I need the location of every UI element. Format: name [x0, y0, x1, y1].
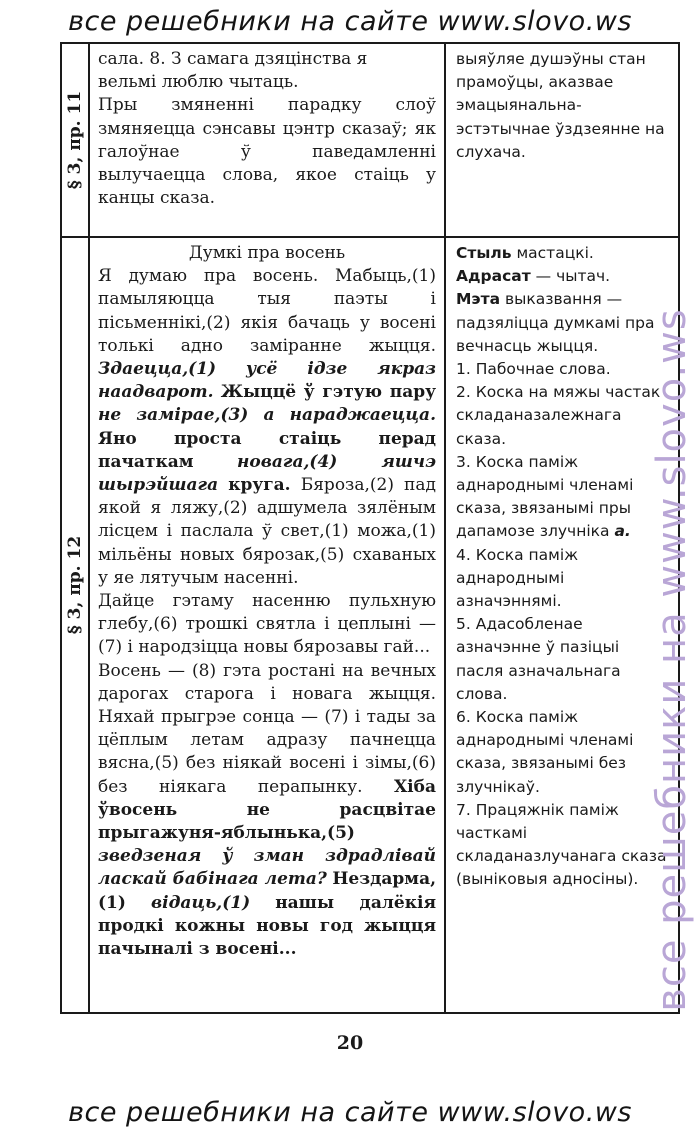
list-item: 4. Коска паміж аднароднымі азначэннямі. — [456, 545, 579, 611]
analysis-cell — [445, 237, 679, 1013]
list-item: 6. Коска паміж аднароднымі членамі сказа, звязанымі без злучнікаў. — [456, 708, 634, 796]
text-title: Думкі пра восень — [188, 243, 346, 263]
text-line: сала. 8. З самага дзяцінства я — [98, 49, 368, 69]
vertical-watermark: все решебники на www.slovo.ws — [649, 308, 695, 1012]
analysis-cell — [445, 43, 679, 237]
list-item: 5. Адасобленае азначэнне ў пазіцыі пасля азначальнага слова. — [456, 615, 621, 703]
exercise-text-cell — [89, 237, 445, 1013]
goal-line: Мэта выказвання — падзяліцца думкамі пра вечнасць жыцця. — [456, 290, 655, 355]
watermark-banner-bottom: все решебники на сайте www.slovo.ws — [68, 1097, 632, 1128]
watermark-banner-top: все решебники на сайте www.slovo.ws — [68, 6, 632, 37]
section-label: § 3, пр. 11 — [65, 90, 85, 190]
table-row — [61, 237, 679, 1013]
table-row — [61, 43, 679, 237]
exercise-text-cell — [89, 43, 445, 237]
exercise-table — [60, 42, 680, 1014]
analysis-text: выяўляе душэўны стан прамоўцы, аказвае эмацыянальна-эстэтычнае ўздзеянне на слухача. — [456, 50, 665, 161]
list-item: 2. Коска на мяжы частак складаназалежнага сказа. — [456, 383, 661, 448]
addressee-line: Адрасат — чытач. — [456, 267, 611, 286]
text-paragraph: Пры змяненні парадку слоў змяняецца сэнсавы цэнтр сказаў; як галоўнае ў паведамленні вылучаецца слова, якое стаіць у канцы сказа. — [98, 95, 436, 209]
section-label: § 3, пр. 12 — [65, 535, 85, 635]
text-paragraph: Я думаю пра восень. Мабыць,(1) памыляюцца тыя паэты і пісьменнікі,(2) якія бачаць у восені толькі адно заміранне жыцця. Здаецца,(1) усё ідзе якраз наадварот. Жыццё ў гэтую пару не замірае,(3) а нараджаецца. Яно проста стаіць перад пачаткам новага,(4) яшчэ шырэйшага кругa. Бяроза,(2) пад якой я ляжу,(2) адшумела зялёным лісцем і паслала ў свет,(1) можа,(1) мільёны новых бярозак,(5) схаваных у яе лятучым насенні. — [98, 266, 437, 588]
page-number: 20 — [336, 1032, 364, 1054]
list-item: 3. Коска паміж аднароднымі членамі сказа, звязанымі пры дапамозе злучніка а. — [456, 452, 634, 541]
text-paragraph: Восень — (8) гэта ростані на вечных дарогах старога і новага жыцця. Няхай прыгрэе сонца — (7) і тады за цёплым летам адразу пачнецца вясна,(5) без ніякай восені і зімы,(6) без ніякага перапынку. Хіба ўвосень не расцвітае прыгажуня-яблынька,(5) зведзеная ў зман здрадлівай ласкай бабінага лета? Нездарма,(1) відаць,(1) нашы далёкія продкі кожны новы год жыцця пачыналі з восені... — [98, 660, 437, 960]
style-line: Стыль мастацкі. — [456, 244, 594, 262]
row-label-cell — [61, 237, 89, 1013]
list-item: 7. Працяжнік паміж часткамі складаназлучанага сказа (выніковыя адносіны). — [456, 800, 667, 889]
text-line: вельмі люблю чытаць. — [98, 72, 299, 93]
text-paragraph: Дайце гэтаму насенню пульхную глебу,(6) трошкі святла і цеплыні — (7) і народзіцца новы бярозавы гай... — [98, 591, 436, 658]
list-item: 1. Пабочнае слова. — [456, 360, 611, 379]
